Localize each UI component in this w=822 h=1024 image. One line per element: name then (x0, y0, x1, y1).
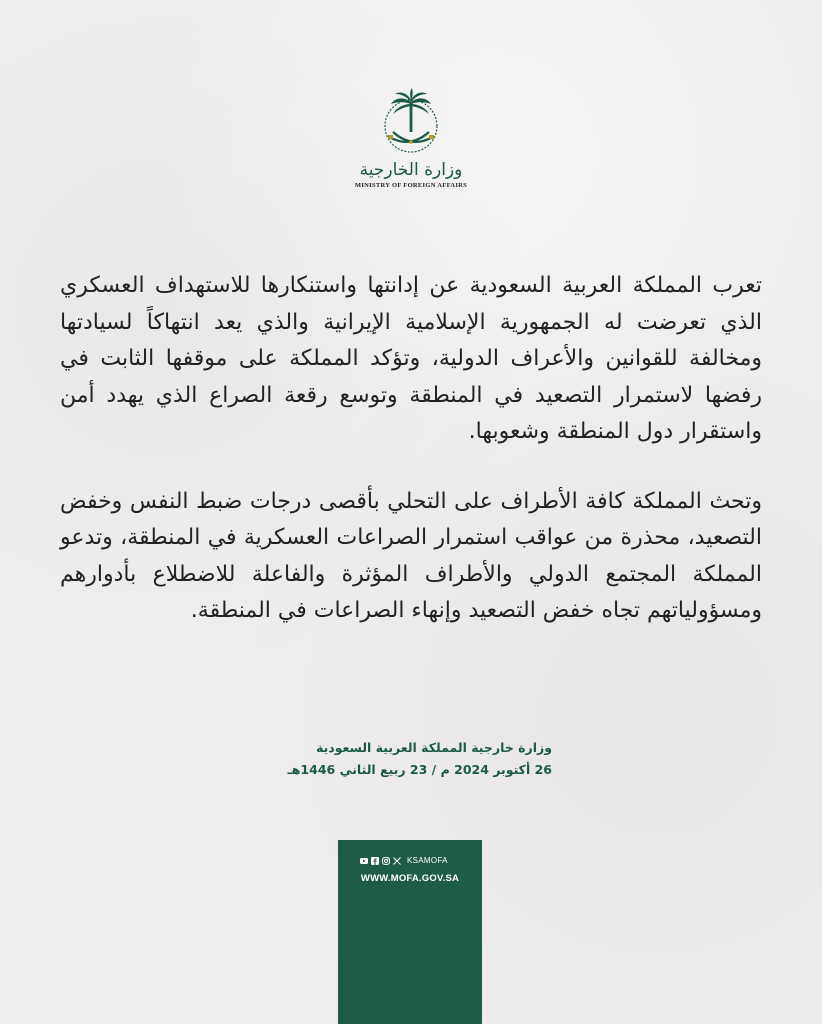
logo-english-name: MINISTRY OF FOREIGN AFFAIRS (354, 182, 468, 189)
x-icon[interactable] (393, 857, 401, 865)
footer-panel (338, 840, 482, 1024)
ministry-logo (351, 88, 471, 208)
signature-date: 26 أكتوبر 2024 م / 23 ربيع الثاني 1446هـ (287, 762, 552, 777)
logo-arabic-name: وزارة الخارجية (359, 160, 463, 180)
instagram-icon[interactable] (382, 857, 390, 865)
signature-block (240, 737, 552, 781)
statement-paragraph-1: تعرب المملكة العربية السعودية عن إدانتها واستنكارها للاستهداف العسكري الذي تعرضت له الجمهورية الإسلامية الإيرانية والذي يعد انتهاكاً لسيادتها ومخالفة للقوانين والأعراف الدولية، وتؤكد المملكة على موقفها الثابت في رفضها لاستمرار التصعيد في المنطقة وتوسع رقعة الصراع الذي يهدد أمن واستقرار دول المنطقة وشعوبها. (60, 273, 762, 444)
facebook-icon[interactable] (371, 857, 379, 865)
website-link[interactable]: WWW.MOFA.GOV.SA (360, 873, 460, 884)
statement-paragraph-2: وتحث المملكة كافة الأطراف على التحلي بأقصى درجات ضبط النفس وخفض التصعيد، محذرة من عواقب استمرار الصراعات العسكرية في المنطقة، وتدعو المملكة المجتمع الدولي والأطراف المؤثرة والفاعلة للاضطلاع بأدوارهم ومسؤولياتهم تجاه خفض التصعيد وإنهاء الصراعات في المنطقة. (60, 488, 762, 623)
signature-issuer: وزارة خارجية المملكة العربية السعودية (316, 740, 552, 755)
social-links (360, 856, 448, 865)
saudi-emblem-palm-swords-icon (381, 88, 441, 160)
statement-body (60, 268, 762, 630)
youtube-icon[interactable] (360, 857, 368, 865)
social-handle[interactable]: KSAMOFA (407, 856, 448, 865)
